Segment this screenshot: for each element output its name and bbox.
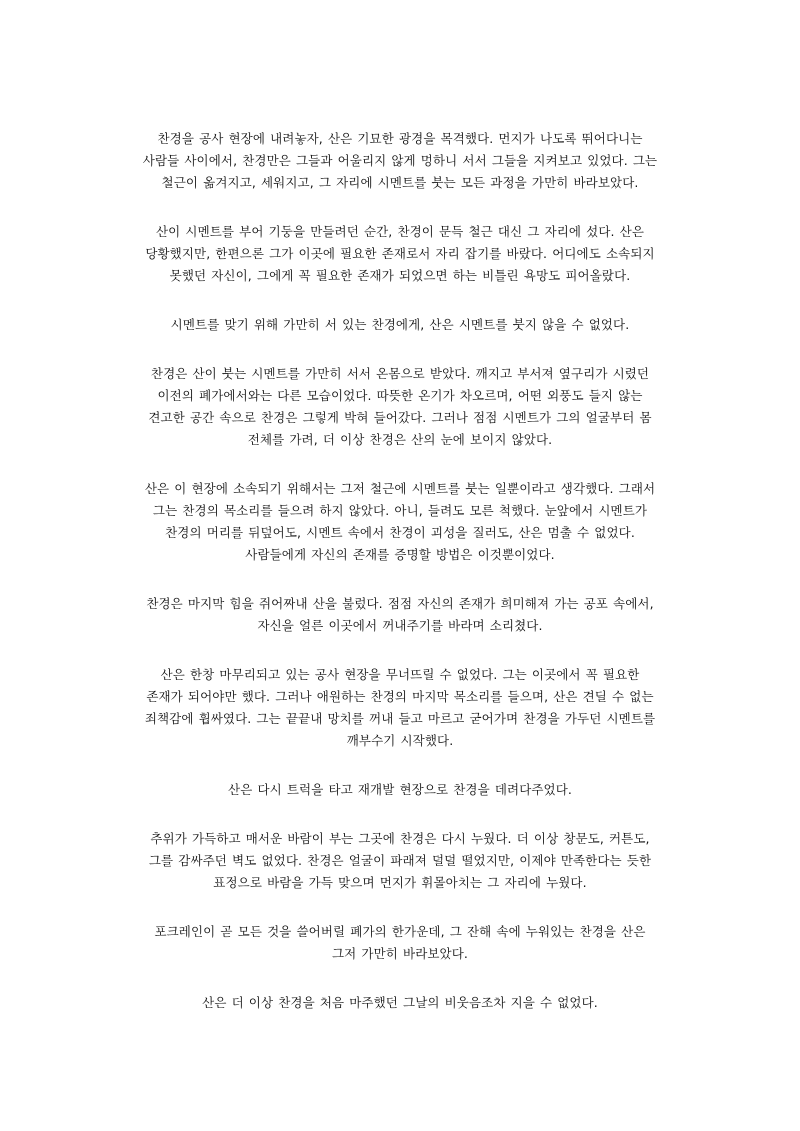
paragraph-line: 그는 찬경의 목소리를 들으려 하지 않았다. 아니, 들려도 모른 척했다. 눈앞에서 시멘트가 — [152, 503, 648, 518]
paragraph-line: 표정으로 바람을 가득 맞으며 먼지가 휘몰아치는 그 자리에 누웠다. — [213, 875, 587, 890]
paragraph-line: 시멘트를 맞기 위해 가만히 서 있는 찬경에게, 산은 시멘트를 붓지 않을 수 없었다. — [170, 317, 630, 332]
paragraph-line: 산이 시멘트를 부어 기둥을 만들려던 순간, 찬경이 문득 철근 대신 그 자리에 섰다. 산은 — [155, 224, 645, 239]
paragraph-line: 사람들 사이에서, 찬경만은 그들과 어울리지 않게 멍하니 서서 그들을 지켜보고 있었다. 그는 — [142, 153, 658, 168]
paragraph-line: 찬경은 산이 붓는 시멘트를 가만히 서서 온몸으로 받았다. 깨지고 부서져 옆구리가 시렸던 — [150, 366, 650, 381]
paragraph-line: 산은 더 이상 찬경을 처음 마주했던 그날의 비웃음조차 지을 수 없었다. — [202, 995, 598, 1010]
paragraph-line: 깨부수기 시작했다. — [346, 733, 454, 748]
story-paragraph — [100, 664, 700, 752]
paragraph-line: 산은 한창 마무리되고 있는 공사 현장을 무너뜨릴 수 없었다. 그는 이곳에서 꼭 필요한 — [160, 667, 640, 682]
paragraph-line: 포크레인이 곧 모든 것을 쓸어버릴 폐가의 한가운데, 그 잔해 속에 누워있는 찬경을 산은 — [154, 924, 646, 939]
story-paragraph — [100, 363, 700, 451]
story-paragraph — [100, 128, 700, 194]
story-paragraph — [100, 779, 700, 801]
paragraph-line: 추위가 가득하고 매서운 바람이 부는 그곳에 찬경은 다시 누웠다. 더 이상 창문도, 커튼도, — [150, 831, 650, 846]
paragraph-line: 찬경의 머리를 뒤덮어도, 시멘트 속에서 찬경이 괴성을 질러도, 산은 멈출 수 없었다. — [165, 525, 635, 540]
paragraph-line: 찬경은 마지막 힘을 쥐어짜내 산을 불렀다. 점점 자신의 존재가 희미해져 가는 공포 속에서, — [146, 596, 654, 611]
story-paragraph — [100, 478, 700, 566]
paragraph-line: 존재가 되어야만 했다. 그러나 애원하는 찬경의 마지막 목소리를 들으며, 산은 견딜 수 없는 — [146, 689, 654, 704]
paragraph-line: 이전의 폐가에서와는 다른 모습이었다. 따뜻한 온기가 차오르며, 어떤 외풍도 들지 않는 — [157, 388, 643, 403]
story-paragraph — [100, 593, 700, 637]
paragraph-line: 죄책감에 휩싸였다. 그는 끝끝내 망치를 꺼내 들고 마르고 굳어가며 찬경을 가두던 시멘트를 — [144, 711, 656, 726]
paragraph-line: 철근이 옮겨지고, 세워지고, 그 자리에 시멘트를 붓는 모든 과정을 가만히 바라보았다. — [161, 175, 639, 190]
story-body — [100, 128, 700, 1041]
paragraph-line: 자신을 얼른 이곳에서 꺼내주기를 바라며 소리쳤다. — [257, 618, 543, 633]
story-paragraph — [100, 828, 700, 894]
story-paragraph — [100, 221, 700, 287]
paragraph-line: 찬경을 공사 현장에 내려놓자, 산은 기묘한 광경을 목격했다. 먼지가 나도록 뛰어다니는 — [157, 131, 643, 146]
paragraph-line: 산은 이 현장에 소속되기 위해서는 그저 철근에 시멘트를 붓는 일뿐이라고 생각했다. 그래서 — [144, 481, 656, 496]
story-paragraph — [100, 992, 700, 1014]
paragraph-line: 전체를 가려, 더 이상 찬경은 산의 눈에 보이지 않았다. — [247, 432, 553, 447]
story-paragraph — [100, 314, 700, 336]
paragraph-line: 산은 다시 트럭을 타고 재개발 현장으로 찬경을 데려다주었다. — [228, 782, 572, 797]
paragraph-line: 사람들에게 자신의 존재를 증명할 방법은 이것뿐이었다. — [245, 547, 555, 562]
story-paragraph — [100, 921, 700, 965]
paragraph-line: 견고한 공간 속으로 찬경은 그렇게 박혀 들어갔다. 그러나 점점 시멘트가 그의 얼굴부터 몸 — [148, 410, 652, 425]
paragraph-line: 그를 감싸주던 벽도 없었다. 찬경은 얼굴이 파래져 덜덜 떨었지만, 이제야 만족한다는 듯한 — [148, 853, 652, 868]
paragraph-line: 그저 가만히 바라보았다. — [332, 946, 468, 961]
paragraph-line: 못했던 자신이, 그에게 꼭 필요한 존재가 되었으면 하는 비틀린 욕망도 피어올랐다. — [169, 268, 631, 283]
paragraph-line: 당황했지만, 한편으론 그가 이곳에 필요한 존재로서 자리 잡기를 바랐다. 어디에도 소속되지 — [145, 246, 655, 261]
